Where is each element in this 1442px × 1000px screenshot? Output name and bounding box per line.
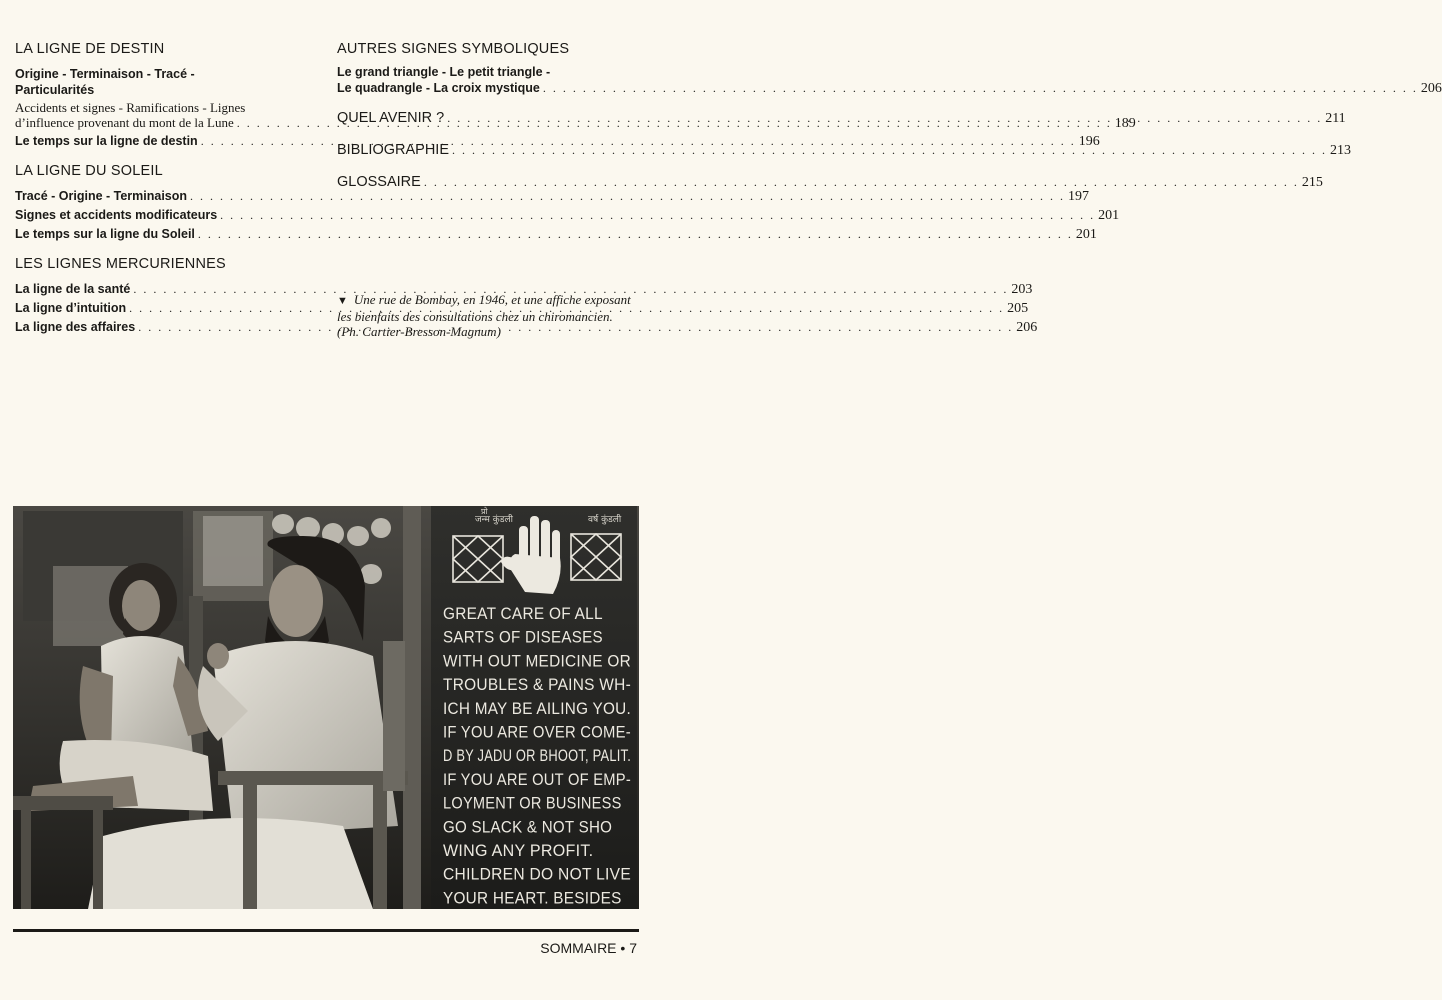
- sign-line: GO SLACK & NOT SHO: [443, 817, 613, 837]
- dot-leader: [220, 207, 1095, 223]
- sign-header-left: जन्म कुंडली: [475, 515, 513, 525]
- palmistry-sign-board: [431, 506, 637, 909]
- sign-header-right: वर्ष कुंडली: [588, 515, 622, 525]
- sign-line: D BY JADU OR BHOOT, PALIT.: [443, 746, 631, 766]
- toc-entry-text: BIBLIOGRAPHIE: [337, 142, 450, 158]
- toc-entry-text: Le temps sur la ligne du Soleil: [15, 227, 195, 241]
- toc-entry[interactable]: [15, 300, 1029, 317]
- sign-line: LOYMENT OR BUSINESS: [443, 793, 622, 813]
- section-title: LES LIGNES MERCURIENNES: [15, 256, 226, 272]
- page-number: 205: [1007, 301, 1029, 316]
- page-number: 203: [1011, 282, 1033, 297]
- toc-entry[interactable]: [15, 319, 1038, 336]
- sign-line: WING ANY PROFIT.: [443, 841, 594, 860]
- dot-leader: [424, 173, 1299, 191]
- section-title: AUTRES SIGNES SYMBOLIQUES: [337, 41, 570, 57]
- page-number: 206: [1016, 320, 1038, 335]
- dot-leader: [543, 80, 1418, 96]
- sign-line: YOUR HEART. BESIDES: [443, 888, 622, 908]
- toc-entry-text: Signes et accidents modificateurs: [15, 208, 218, 222]
- toc-entry-text: La ligne des affaires: [15, 320, 136, 334]
- toc-entry[interactable]: [337, 64, 1442, 97]
- toc-entry-glossaire[interactable]: [337, 173, 1323, 192]
- dot-leader: [198, 226, 1073, 242]
- page-number: 211: [1325, 111, 1346, 126]
- toc-entry-text: Accidents et signes - Ramifications - Lignes: [15, 100, 246, 115]
- sign-line: CHILDREN DO NOT LIVE: [443, 864, 631, 884]
- toc-entry-text: Le quadrangle - La croix mystique: [337, 81, 540, 95]
- toc-entry[interactable]: [15, 66, 317, 98]
- sign-line: WITH OUT MEDICINE OR: [443, 651, 631, 671]
- footer-rule: [13, 929, 639, 932]
- page-number: 215: [1301, 175, 1323, 190]
- toc-entry-text: d’influence provenant du mont de la Lune: [15, 115, 234, 130]
- sign-line: IF YOU ARE OUT OF EMP-: [443, 769, 631, 789]
- sign-line: TROUBLES & PAINS WH-: [443, 675, 631, 695]
- toc-entry-text: QUEL AVENIR ?: [337, 110, 445, 126]
- toc-entry-text: Origine - Terminaison - Tracé -: [15, 67, 195, 81]
- toc-entry-text: GLOSSAIRE: [337, 174, 421, 190]
- page-number: 197: [1068, 189, 1090, 204]
- photo-caption: [337, 292, 637, 339]
- page-number: 201: [1098, 208, 1120, 223]
- page-number: 196: [1078, 134, 1100, 149]
- page-number: 189: [1114, 116, 1136, 131]
- sign-line: IF YOU ARE OVER COME-: [443, 722, 631, 742]
- page-number: 213: [1330, 143, 1352, 158]
- toc-entry-text: La ligne d’intuition: [15, 301, 127, 315]
- section-title: LA LIGNE DE DESTIN: [15, 41, 165, 57]
- page-footer: SOMMAIRE • 7: [540, 940, 637, 956]
- toc-entry[interactable]: [15, 226, 1097, 243]
- toc-entry-text: Le temps sur la ligne de destin: [15, 134, 198, 148]
- toc-entry-text: La ligne de la santé: [15, 282, 131, 296]
- dot-leader: [447, 109, 1322, 127]
- caption-text: Une rue de Bombay, en 1946, et une affiche exposant les bienfaits des consultations chez un chiromancien. (Ph. Cartier-Bresson-Magnum): [337, 292, 631, 339]
- sign-top-script: प्रो: [481, 507, 488, 516]
- toc-section-autres-signes: [337, 40, 1442, 97]
- section-title: LA LIGNE DU SOLEIL: [15, 163, 163, 179]
- down-triangle-icon: ▼: [337, 295, 348, 307]
- page-number: 206: [1420, 81, 1442, 96]
- sign-line: GREAT CARE OF ALL: [443, 604, 603, 623]
- toc-entry-text: Le grand triangle - Le petit triangle -: [337, 65, 551, 79]
- toc-entry[interactable]: [15, 281, 1033, 298]
- dot-leader: [452, 141, 1327, 159]
- sign-line: SARTS OF DISEASES: [443, 627, 603, 647]
- street-photograph: [13, 506, 639, 909]
- toc-entry[interactable]: [15, 207, 1120, 224]
- sign-line: ICH MAY BE AILING YOU.: [443, 698, 631, 718]
- toc-entry-text: Particularités: [15, 83, 95, 97]
- page-number: 201: [1075, 227, 1097, 242]
- toc-entry-text: Tracé - Origine - Terminaison: [15, 189, 188, 203]
- toc-entry[interactable]: [15, 188, 1090, 205]
